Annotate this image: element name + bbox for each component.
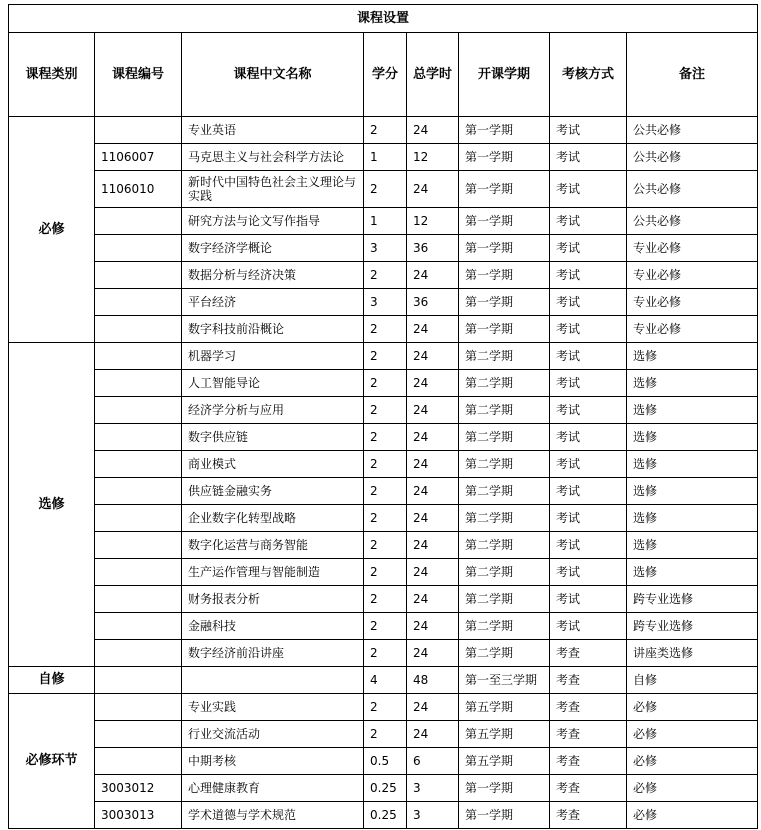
course-credit: 0.25 xyxy=(364,775,407,802)
header-hours: 总学时 xyxy=(407,33,459,117)
course-code: 3003012 xyxy=(95,775,182,802)
category-cell: 必修环节 xyxy=(9,694,95,829)
course-name: 数字科技前沿概论 xyxy=(182,316,364,343)
course-name: 数据分析与经济决策 xyxy=(182,262,364,289)
course-note: 必修 xyxy=(627,721,758,748)
course-exam: 考试 xyxy=(550,370,627,397)
course-exam: 考试 xyxy=(550,117,627,144)
course-name: 心理健康教育 xyxy=(182,775,364,802)
course-note: 专业必修 xyxy=(627,289,758,316)
course-credit: 2 xyxy=(364,370,407,397)
header-course-name: 课程中文名称 xyxy=(182,33,364,117)
course-note: 选修 xyxy=(627,559,758,586)
course-term: 第二学期 xyxy=(459,451,550,478)
header-credit: 学分 xyxy=(364,33,407,117)
course-note: 公共必修 xyxy=(627,208,758,235)
course-name: 供应链金融实务 xyxy=(182,478,364,505)
course-code xyxy=(95,613,182,640)
course-code xyxy=(95,117,182,144)
course-term: 第二学期 xyxy=(459,505,550,532)
course-credit: 2 xyxy=(364,424,407,451)
course-exam: 考查 xyxy=(550,640,627,667)
course-hours: 24 xyxy=(407,262,459,289)
course-hours: 24 xyxy=(407,559,459,586)
course-hours: 12 xyxy=(407,208,459,235)
table-row xyxy=(9,208,758,235)
course-exam: 考试 xyxy=(550,532,627,559)
course-code xyxy=(95,397,182,424)
course-exam: 考试 xyxy=(550,208,627,235)
course-credit: 3 xyxy=(364,235,407,262)
course-term: 第一学期 xyxy=(459,117,550,144)
category-cell: 选修 xyxy=(9,343,95,667)
course-name: 数字经济前沿讲座 xyxy=(182,640,364,667)
course-hours: 24 xyxy=(407,532,459,559)
table-row xyxy=(9,262,758,289)
course-credit: 2 xyxy=(364,505,407,532)
course-hours: 24 xyxy=(407,370,459,397)
course-exam: 考试 xyxy=(550,613,627,640)
course-name: 生产运作管理与智能制造 xyxy=(182,559,364,586)
course-hours: 3 xyxy=(407,775,459,802)
course-exam: 考查 xyxy=(550,667,627,694)
course-note: 专业必修 xyxy=(627,262,758,289)
table-row xyxy=(9,370,758,397)
course-exam: 考试 xyxy=(550,144,627,171)
table-row xyxy=(9,451,758,478)
course-term: 第二学期 xyxy=(459,397,550,424)
course-credit: 2 xyxy=(364,559,407,586)
course-term: 第一学期 xyxy=(459,171,550,208)
course-credit: 2 xyxy=(364,262,407,289)
table-row xyxy=(9,505,758,532)
course-code xyxy=(95,289,182,316)
course-hours: 48 xyxy=(407,667,459,694)
course-name xyxy=(182,667,364,694)
course-name: 平台经济 xyxy=(182,289,364,316)
course-hours: 24 xyxy=(407,478,459,505)
course-name: 数字化运营与商务智能 xyxy=(182,532,364,559)
course-term: 第二学期 xyxy=(459,343,550,370)
course-code xyxy=(95,532,182,559)
course-code xyxy=(95,721,182,748)
course-note: 选修 xyxy=(627,397,758,424)
course-note: 讲座类选修 xyxy=(627,640,758,667)
course-note: 跨专业选修 xyxy=(627,586,758,613)
course-term: 第二学期 xyxy=(459,613,550,640)
course-code: 1106010 xyxy=(95,171,182,208)
course-exam: 考试 xyxy=(550,289,627,316)
table-row xyxy=(9,667,758,694)
course-note: 选修 xyxy=(627,478,758,505)
course-exam: 考查 xyxy=(550,748,627,775)
course-exam: 考查 xyxy=(550,775,627,802)
course-code xyxy=(95,559,182,586)
course-term: 第一学期 xyxy=(459,775,550,802)
course-note: 必修 xyxy=(627,775,758,802)
course-name: 专业实践 xyxy=(182,694,364,721)
course-credit: 2 xyxy=(364,343,407,370)
course-credit: 4 xyxy=(364,667,407,694)
course-note: 专业必修 xyxy=(627,316,758,343)
course-hours: 24 xyxy=(407,721,459,748)
table-row xyxy=(9,424,758,451)
table-row xyxy=(9,694,758,721)
course-note: 选修 xyxy=(627,451,758,478)
table-row xyxy=(9,721,758,748)
header-term: 开课学期 xyxy=(459,33,550,117)
course-credit: 0.5 xyxy=(364,748,407,775)
course-name: 金融科技 xyxy=(182,613,364,640)
header-code: 课程编号 xyxy=(95,33,182,117)
course-exam: 考试 xyxy=(550,586,627,613)
header-category: 课程类别 xyxy=(9,33,95,117)
course-hours: 24 xyxy=(407,640,459,667)
course-name: 机器学习 xyxy=(182,343,364,370)
course-name: 人工智能导论 xyxy=(182,370,364,397)
course-name: 行业交流活动 xyxy=(182,721,364,748)
course-term: 第一至三学期 xyxy=(459,667,550,694)
course-name: 数字供应链 xyxy=(182,424,364,451)
course-credit: 1 xyxy=(364,144,407,171)
course-exam: 考试 xyxy=(550,343,627,370)
course-exam: 考试 xyxy=(550,505,627,532)
course-note: 专业必修 xyxy=(627,235,758,262)
table-row xyxy=(9,775,758,802)
course-name: 商业模式 xyxy=(182,451,364,478)
course-term: 第二学期 xyxy=(459,424,550,451)
course-credit: 2 xyxy=(364,586,407,613)
course-name: 新时代中国特色社会主义理论与实践 xyxy=(182,171,364,208)
table-row xyxy=(9,586,758,613)
course-term: 第一学期 xyxy=(459,208,550,235)
course-code xyxy=(95,694,182,721)
course-term: 第一学期 xyxy=(459,289,550,316)
course-term: 第一学期 xyxy=(459,262,550,289)
course-code xyxy=(95,640,182,667)
course-credit: 2 xyxy=(364,532,407,559)
course-hours: 24 xyxy=(407,397,459,424)
course-credit: 2 xyxy=(364,613,407,640)
course-code xyxy=(95,667,182,694)
course-hours: 24 xyxy=(407,451,459,478)
course-name: 研究方法与论文写作指导 xyxy=(182,208,364,235)
course-term: 第一学期 xyxy=(459,144,550,171)
course-code xyxy=(95,424,182,451)
course-term: 第五学期 xyxy=(459,721,550,748)
course-credit: 2 xyxy=(364,316,407,343)
course-exam: 考试 xyxy=(550,262,627,289)
table-row xyxy=(9,640,758,667)
course-exam: 考试 xyxy=(550,397,627,424)
course-exam: 考试 xyxy=(550,478,627,505)
course-code xyxy=(95,586,182,613)
course-exam: 考查 xyxy=(550,721,627,748)
course-term: 第一学期 xyxy=(459,316,550,343)
course-hours: 24 xyxy=(407,343,459,370)
course-note: 自修 xyxy=(627,667,758,694)
course-term: 第二学期 xyxy=(459,586,550,613)
course-credit: 2 xyxy=(364,451,407,478)
course-credit: 2 xyxy=(364,694,407,721)
course-name: 学术道德与学术规范 xyxy=(182,802,364,829)
course-code: 1106007 xyxy=(95,144,182,171)
course-note: 必修 xyxy=(627,802,758,829)
course-note: 公共必修 xyxy=(627,144,758,171)
course-note: 跨专业选修 xyxy=(627,613,758,640)
course-credit: 2 xyxy=(364,171,407,208)
course-code: 3003013 xyxy=(95,802,182,829)
course-credit: 2 xyxy=(364,640,407,667)
category-cell: 自修 xyxy=(9,667,95,694)
course-term: 第一学期 xyxy=(459,235,550,262)
course-term: 第一学期 xyxy=(459,802,550,829)
course-hours: 24 xyxy=(407,424,459,451)
table-row xyxy=(9,397,758,424)
course-exam: 考试 xyxy=(550,316,627,343)
course-credit: 2 xyxy=(364,117,407,144)
course-credit: 2 xyxy=(364,478,407,505)
table-row xyxy=(9,316,758,343)
course-note: 必修 xyxy=(627,748,758,775)
course-credit: 2 xyxy=(364,721,407,748)
table-row xyxy=(9,559,758,586)
course-code xyxy=(95,451,182,478)
table-row xyxy=(9,235,758,262)
course-name: 专业英语 xyxy=(182,117,364,144)
course-hours: 24 xyxy=(407,316,459,343)
course-hours: 12 xyxy=(407,144,459,171)
course-code xyxy=(95,370,182,397)
table-row xyxy=(9,532,758,559)
course-hours: 3 xyxy=(407,802,459,829)
course-term: 第二学期 xyxy=(459,640,550,667)
course-term: 第二学期 xyxy=(459,370,550,397)
header-note: 备注 xyxy=(627,33,758,117)
course-note: 公共必修 xyxy=(627,171,758,208)
table-row xyxy=(9,613,758,640)
course-note: 选修 xyxy=(627,424,758,451)
course-hours: 24 xyxy=(407,694,459,721)
course-credit: 3 xyxy=(364,289,407,316)
course-note: 选修 xyxy=(627,505,758,532)
course-code xyxy=(95,208,182,235)
course-code xyxy=(95,478,182,505)
course-term: 第五学期 xyxy=(459,694,550,721)
course-term: 第五学期 xyxy=(459,748,550,775)
course-hours: 24 xyxy=(407,613,459,640)
course-term: 第二学期 xyxy=(459,478,550,505)
course-hours: 36 xyxy=(407,289,459,316)
course-code xyxy=(95,235,182,262)
course-term: 第二学期 xyxy=(459,559,550,586)
course-exam: 考查 xyxy=(550,694,627,721)
course-name: 数字经济学概论 xyxy=(182,235,364,262)
course-code xyxy=(95,748,182,775)
course-exam: 考试 xyxy=(550,171,627,208)
course-code xyxy=(95,316,182,343)
course-exam: 考试 xyxy=(550,235,627,262)
course-note: 选修 xyxy=(627,370,758,397)
course-code xyxy=(95,343,182,370)
course-credit: 0.25 xyxy=(364,802,407,829)
course-credit: 1 xyxy=(364,208,407,235)
course-name: 马克思主义与社会科学方法论 xyxy=(182,144,364,171)
course-note: 选修 xyxy=(627,532,758,559)
table-title: 课程设置 xyxy=(9,5,758,33)
table-row xyxy=(9,343,758,370)
course-note: 选修 xyxy=(627,343,758,370)
course-name: 财务报表分析 xyxy=(182,586,364,613)
header-exam: 考核方式 xyxy=(550,33,627,117)
table-row xyxy=(9,289,758,316)
course-exam: 考试 xyxy=(550,424,627,451)
course-hours: 36 xyxy=(407,235,459,262)
table-row xyxy=(9,802,758,829)
course-name: 经济学分析与应用 xyxy=(182,397,364,424)
course-table xyxy=(8,4,758,829)
table-row xyxy=(9,748,758,775)
table-row xyxy=(9,171,758,208)
course-exam: 考查 xyxy=(550,802,627,829)
course-name: 企业数字化转型战略 xyxy=(182,505,364,532)
table-row xyxy=(9,478,758,505)
course-hours: 24 xyxy=(407,505,459,532)
course-name: 中期考核 xyxy=(182,748,364,775)
course-term: 第二学期 xyxy=(459,532,550,559)
course-note: 公共必修 xyxy=(627,117,758,144)
table-row xyxy=(9,117,758,144)
course-hours: 24 xyxy=(407,171,459,208)
course-credit: 2 xyxy=(364,397,407,424)
course-hours: 24 xyxy=(407,586,459,613)
course-note: 必修 xyxy=(627,694,758,721)
course-hours: 6 xyxy=(407,748,459,775)
course-hours: 24 xyxy=(407,117,459,144)
course-exam: 考试 xyxy=(550,451,627,478)
course-code xyxy=(95,262,182,289)
table-row xyxy=(9,144,758,171)
category-cell: 必修 xyxy=(9,117,95,343)
course-code xyxy=(95,505,182,532)
course-exam: 考试 xyxy=(550,559,627,586)
